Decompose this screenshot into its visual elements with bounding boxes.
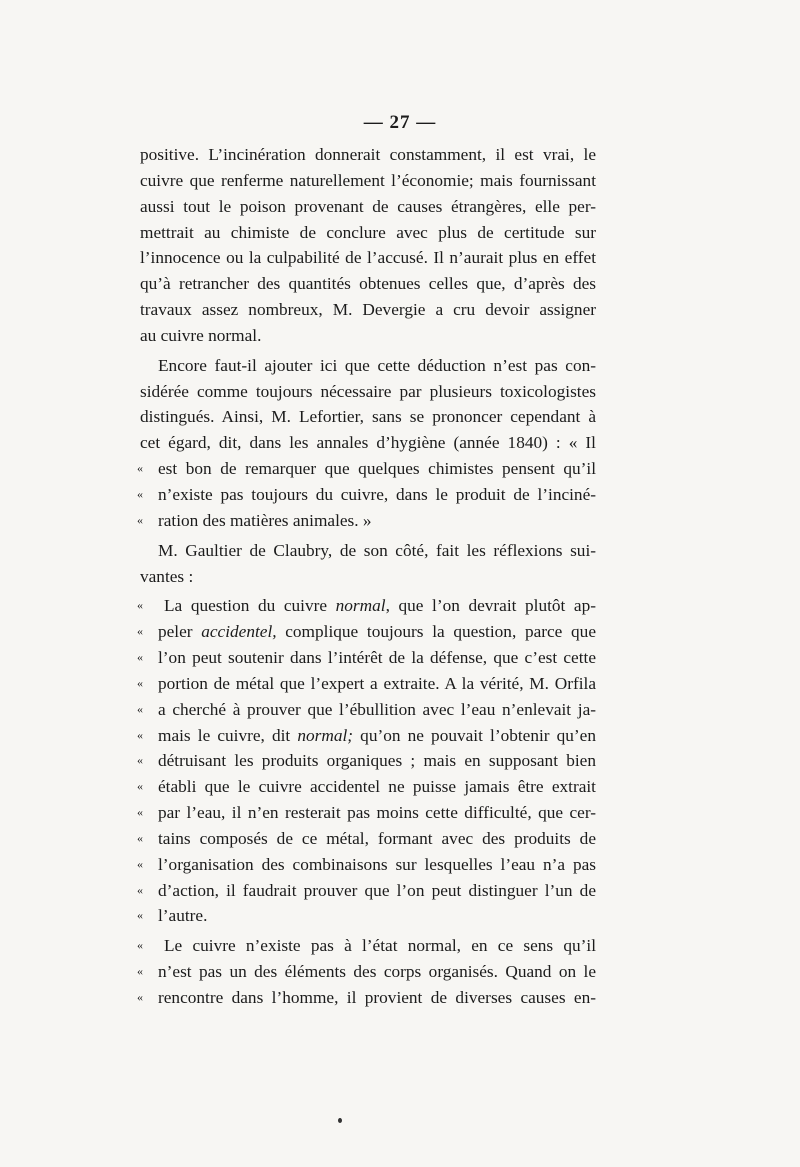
text-line: mettrait au chimiste de conclure avec plus de certitude sur [140, 222, 596, 242]
text-line: positive. L’incinération donnerait constamment, il est vrai, le [140, 145, 596, 164]
quoted-line: « portion de métal que l’expert a extraite. A la vérité, M. Orfila [140, 671, 596, 697]
quoted-line [137, 482, 596, 508]
text-line: qu’à retrancher des quantités obtenues celles que, d’après des [140, 274, 596, 294]
quoted-line: « établi que le cuivre accidentel ne puisse jamais être extrait [140, 774, 596, 800]
paragraph-5-quotation [137, 933, 596, 1011]
quote-mark: « [137, 908, 143, 923]
quoted-line: « détruisant les produits organiques ; mais en supposant bien [140, 748, 596, 774]
quote-mark: « [137, 856, 143, 871]
quote-mark: « [137, 675, 143, 690]
text-line: l’innocence ou la culpabilité de l’accusé. Il n’aurait plus en effet [140, 248, 596, 268]
quoted-line: « l’autre. [140, 903, 596, 929]
quoted-line: « mais le cuivre, dit normal; qu’on ne pouvait l’obtenir qu’en [140, 723, 596, 749]
quoted-text: est bon de remarquer que quelques chimistes pensent qu’il [158, 459, 596, 479]
quoted-line: « La question du cuivre normal, que l’on devrait plutôt ap- [140, 593, 596, 619]
quoted-line: « a cherché à prouver que l’ébullition avec l’eau n’enlevait ja- [140, 697, 596, 723]
text-line: Encore faut-il ajouter ici que cette déduction n’est pas con- [158, 355, 596, 375]
paragraph-4-quotation [137, 593, 596, 929]
quoted-line: « rencontre dans l’homme, il provient de diverses causes en- [140, 985, 596, 1011]
italic-term: accidentel, [201, 622, 277, 642]
text-line: cuivre que renferme naturellement l’économie; mais fournissant [140, 170, 596, 190]
ink-speck [338, 1118, 342, 1123]
text-line: vantes : [140, 566, 194, 586]
paragraph-3 [140, 538, 596, 590]
quote-mark: « [137, 624, 143, 639]
quoted-line: « par l’eau, il n’en resterait pas moins cette difficulté, que cer- [140, 800, 596, 826]
text-line: au cuivre normal. [140, 325, 262, 345]
quote-mark: « [137, 727, 143, 742]
quote-mark: « [137, 805, 143, 820]
paragraph-1 [140, 142, 596, 349]
quote-mark: « [137, 650, 143, 665]
quote-mark: « [137, 938, 143, 953]
text-line: distingués. Ainsi, M. Lefortier, sans se prononcer cependant à [140, 407, 596, 427]
quote-mark: « [137, 990, 143, 1004]
italic-term: normal; [297, 725, 354, 745]
quote-mark: « [137, 964, 143, 979]
quote-mark: « [137, 753, 143, 768]
quote-mark: « [137, 598, 143, 613]
quoted-text: n’existe pas toujours du cuivre, dans le produit de l’inciné- [158, 484, 596, 504]
paragraph-2 [137, 353, 596, 534]
text-line: sidérée comme toujours nécessaire par plusieurs toxicologistes [140, 381, 596, 401]
text-line: travaux assez nombreux, M. Devergie a cru devoir assigner [140, 300, 596, 320]
quoted-line: « l’organisation des combinaisons sur lesquelles l’eau n’a pas [140, 852, 596, 878]
text-line: cet égard, dit, dans les annales d’hygiène (année 1840) : « Il [140, 433, 596, 453]
quoted-line: « d’action, il faudrait prouver que l’on peut distinguer l’un de [140, 878, 596, 904]
quoted-line: « n’est pas un des éléments des corps organisés. Quand on le [140, 959, 596, 985]
quoted-text: ration des matières animales. » [158, 510, 372, 530]
quote-mark: « [137, 486, 143, 501]
quote-mark: « [137, 461, 143, 476]
quote-mark: « [137, 512, 143, 527]
text-line: aussi tout le poison provenant de causes étrangères, elle per- [140, 196, 596, 216]
quote-mark: « [137, 882, 143, 897]
page-number: — 27 — [363, 112, 437, 133]
quoted-line: « Le cuivre n’existe pas à l’état normal, en ce sens qu’il [140, 933, 596, 959]
quoted-line [137, 508, 596, 534]
quote-mark: « [137, 701, 143, 716]
italic-term: normal [335, 596, 386, 616]
quoted-line: « tains composés de ce métal, formant avec des produits de [140, 826, 596, 852]
text-line: M. Gaultier de Claubry, de son côté, fait les réflexions sui- [158, 540, 596, 560]
body-text [137, 142, 596, 1011]
quoted-line [137, 456, 596, 482]
quote-mark: « [137, 830, 143, 845]
quoted-line: « peler accidentel, complique toujours la question, parce que [140, 619, 596, 645]
quote-mark: « [137, 779, 143, 794]
quoted-line: « l’on peut soutenir dans l’intérêt de la défense, que c’est cette [140, 645, 596, 671]
